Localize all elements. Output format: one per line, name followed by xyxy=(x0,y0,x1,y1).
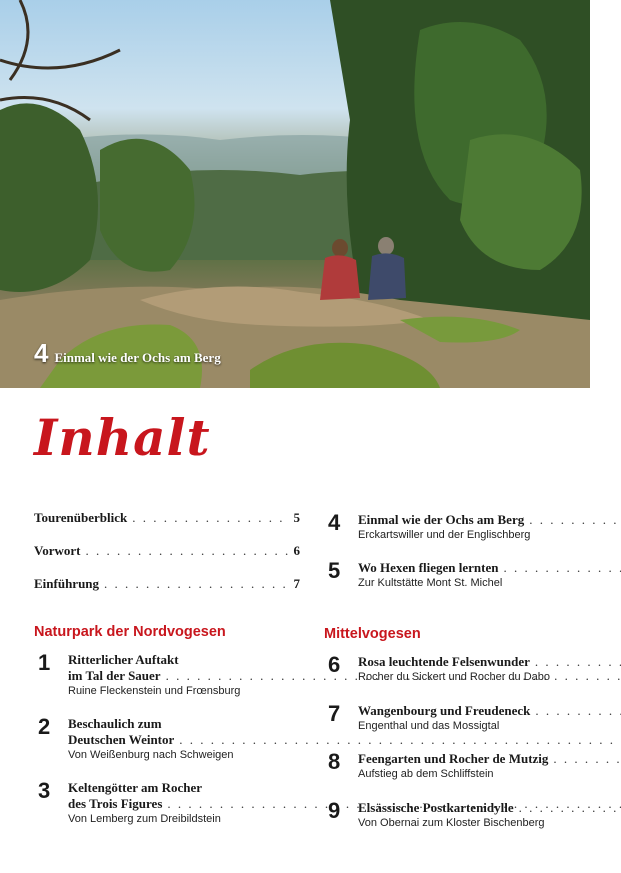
leader-dots xyxy=(104,576,288,592)
toc-tour-5[interactable] xyxy=(324,560,588,591)
tour-number: 9 xyxy=(328,798,341,823)
leader-dots xyxy=(503,560,621,576)
toc-tour-9[interactable] xyxy=(324,800,588,831)
tour-number: 4 xyxy=(328,510,341,535)
toc-entry-title: Vorwort xyxy=(34,543,81,558)
toc-tour-3[interactable] xyxy=(34,780,300,827)
toc-entry-page: 6 xyxy=(293,543,300,558)
hero-caption-text: Einmal wie der Ochs am Berg xyxy=(54,350,221,365)
tour-number: 2 xyxy=(38,714,51,739)
page-title: Inhalt xyxy=(34,408,211,467)
tour-subtitle: Zur Kultstätte Mont St. Michel xyxy=(358,577,503,589)
toc-entry-page: 7 xyxy=(293,576,300,591)
tour-title-line2: des Trois Figures xyxy=(68,796,163,811)
tour-title: Wangenbourg und Freudeneck xyxy=(358,703,531,718)
leader-dots xyxy=(85,543,288,559)
tour-title: Elsässische Postkartenidylle xyxy=(358,800,514,815)
toc-tour-8[interactable] xyxy=(324,751,588,782)
leader-dots xyxy=(553,751,621,767)
toc-tour-1[interactable] xyxy=(34,652,300,699)
tour-number: 8 xyxy=(328,749,341,774)
tour-number: 6 xyxy=(328,652,341,677)
tour-title-line1: Keltengötter am Rocher xyxy=(68,780,203,795)
leader-dots xyxy=(535,654,621,670)
tour-title-line1: Beschaulich zum xyxy=(68,716,162,731)
tour-subtitle: Erckartswiller und der Englischberg xyxy=(358,529,531,541)
leader-dots xyxy=(535,703,621,719)
tour-subtitle: Von Obernai zum Kloster Bischenberg xyxy=(358,817,545,829)
toc-entry-page: 5 xyxy=(293,510,300,525)
tour-subtitle: Engenthal und das Mossigtal xyxy=(358,720,500,732)
tour-subtitle: Ruine Fleckenstein und Frœnsburg xyxy=(68,685,241,697)
landscape-illustration xyxy=(0,0,590,388)
toc-left-column xyxy=(34,510,300,825)
tour-title-line1: Ritterlicher Auftakt xyxy=(68,652,179,667)
leader-dots xyxy=(529,512,621,528)
tour-title-line2: Deutschen Weintor xyxy=(68,732,175,747)
section-title-mittelvogesen: Mittelvogesen xyxy=(324,626,421,642)
toc-tour-4[interactable] xyxy=(324,512,588,543)
toc-entry-overview[interactable] xyxy=(34,510,300,543)
leader-dots xyxy=(519,800,621,816)
tour-title-line2: im Tal der Sauer xyxy=(68,668,161,683)
hero-caption xyxy=(34,338,221,369)
tour-title: Feengarten und Rocher de Mutzig xyxy=(358,751,549,766)
toc-entry-title: Tourenüberblick xyxy=(34,510,128,525)
toc-tour-2[interactable] xyxy=(34,716,300,763)
toc-right-column xyxy=(324,510,588,840)
tour-number: 3 xyxy=(38,778,51,803)
tour-number: 1 xyxy=(38,650,51,675)
tour-number: 7 xyxy=(328,701,341,726)
toc-entry-introduction[interactable] xyxy=(34,576,300,609)
toc-tour-6[interactable] xyxy=(324,654,588,685)
section-title-nordvogesen: Naturpark der Nordvogesen xyxy=(34,624,226,640)
tour-title: Einmal wie der Ochs am Berg xyxy=(358,512,525,527)
toc-tour-7[interactable] xyxy=(324,703,588,734)
hero-photo xyxy=(0,0,590,388)
leader-dots xyxy=(132,510,288,526)
tour-title: Wo Hexen fliegen lernten xyxy=(358,560,499,575)
toc-entry-title: Einführung xyxy=(34,576,100,591)
tour-subtitle: Von Weißenburg nach Schweigen xyxy=(68,749,234,761)
tour-subtitle: Aufstieg ab dem Schliffstein xyxy=(358,768,494,780)
tour-subtitle: Rocher du Sickert und Rocher du Dabo xyxy=(358,671,550,683)
tour-number: 5 xyxy=(328,558,341,583)
tour-title: Rosa leuchtende Felsenwunder xyxy=(358,654,530,669)
hero-caption-number: 4 xyxy=(34,338,49,368)
toc-entry-foreword[interactable] xyxy=(34,543,300,576)
tour-subtitle: Von Lemberg zum Dreibildstein xyxy=(68,813,221,825)
